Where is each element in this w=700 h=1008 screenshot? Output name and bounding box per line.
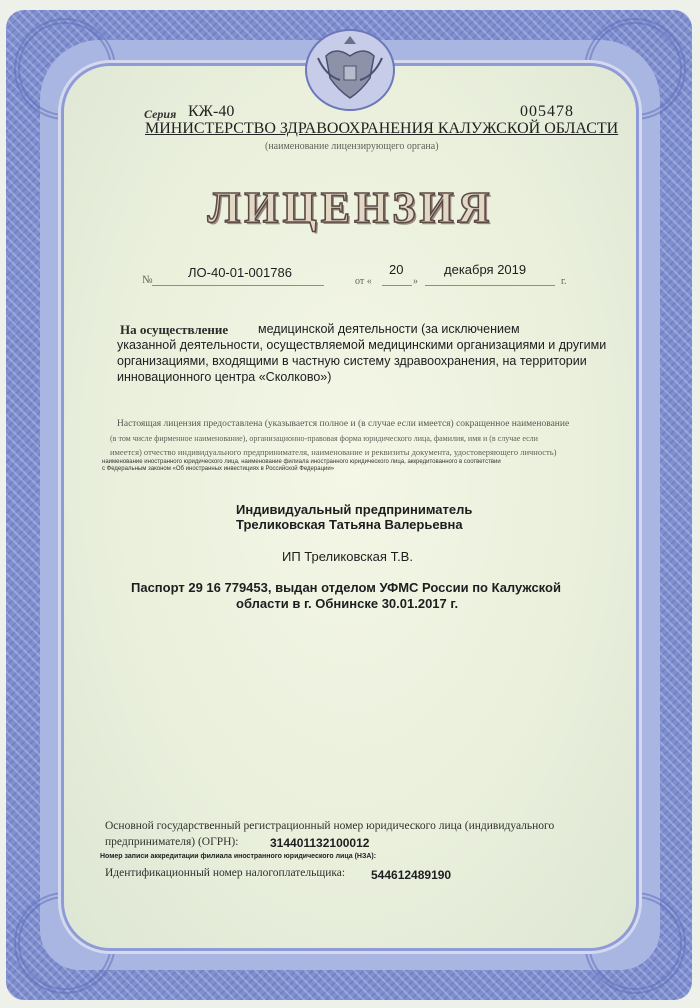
issued-to-caption: (в том числе фирменное наименование), организационно-правовая форма юридического лица, фамилия, имя и (в случае если xyxy=(110,434,538,443)
ogrn-value: 314401132100012 xyxy=(270,836,370,850)
activity-label: На осуществление xyxy=(120,322,229,337)
issued-to-caption: Настоящая лицензия предоставлена (указывается полное и (в случае если имеется) сокращенное наименование xyxy=(117,419,570,429)
license-number: ЛО-40-01-001786 xyxy=(188,265,292,280)
day-underline xyxy=(382,285,412,286)
holder-name: Треликовская Татьяна Валерьевна xyxy=(236,517,463,532)
quote-close: » xyxy=(413,276,418,287)
month-underline xyxy=(425,285,555,286)
issued-to-caption: имеется) отчество индивидуального предпринимателя, наименование и реквизиты документа, удостоверяющего личность) xyxy=(110,447,557,457)
ogrn-label: предпринимателя) (ОГРН): xyxy=(105,836,239,848)
issuing-authority: МИНИСТЕРСТВО ЗДРАВООХРАНЕНИЯ КАЛУЖСКОЙ ОБЛАСТИ xyxy=(145,120,619,137)
license-day: 20 xyxy=(389,262,404,277)
passport-line: Паспорт 29 16 779453, выдан отделом УФМС России по Калужской xyxy=(131,580,561,595)
number-label: № xyxy=(142,274,153,286)
inn-label: Идентификационный номер налогоплательщика: xyxy=(105,867,346,879)
number-underline xyxy=(152,285,324,286)
license-number-series: 005478 xyxy=(520,103,574,120)
activity-line: организациями, входящими в частную систему здравоохранения, на территории xyxy=(117,354,587,368)
nza-label: Номер записи аккредитации филиала иностранного юридического лица (НЗА): xyxy=(100,853,377,860)
holder-short-name: ИП Треликовская Т.В. xyxy=(282,549,413,564)
activity-line: указанной деятельности, осуществляемой медицинскими организациями и другими xyxy=(117,338,607,352)
coat-of-arms-icon xyxy=(304,22,396,112)
holder-type: Индивидуальный предприниматель xyxy=(236,502,473,517)
passport-line: области в г. Обнинске 30.01.2017 г. xyxy=(236,596,459,611)
activity-line: медицинской деятельности (за исключением xyxy=(258,322,520,336)
series-label: Серия xyxy=(144,107,177,121)
issued-to-caption: наименование иностранного юридического лица, наименование филиала иностранного юридического лица, аккредитованного в соответствии xyxy=(102,459,501,465)
series-value: КЖ-40 xyxy=(188,103,235,120)
from-label: от « xyxy=(355,276,372,287)
license-month-year: декабря 2019 xyxy=(444,262,527,277)
ogrn-label: Основной государственный регистрационный номер юридического лица (индивидуального xyxy=(105,820,555,832)
authority-caption: (наименование лицензирующего органа) xyxy=(265,141,439,152)
issued-to-caption: с Федеральным законом «Об иностранных инвестициях в Российской Федерации» xyxy=(102,466,335,472)
year-suffix: г. xyxy=(561,276,567,287)
inn-value: 544612489190 xyxy=(371,868,452,882)
activity-line: инновационного центра «Сколково») xyxy=(117,370,332,384)
document-title: ЛИЦЕНЗИЯ xyxy=(207,183,494,232)
